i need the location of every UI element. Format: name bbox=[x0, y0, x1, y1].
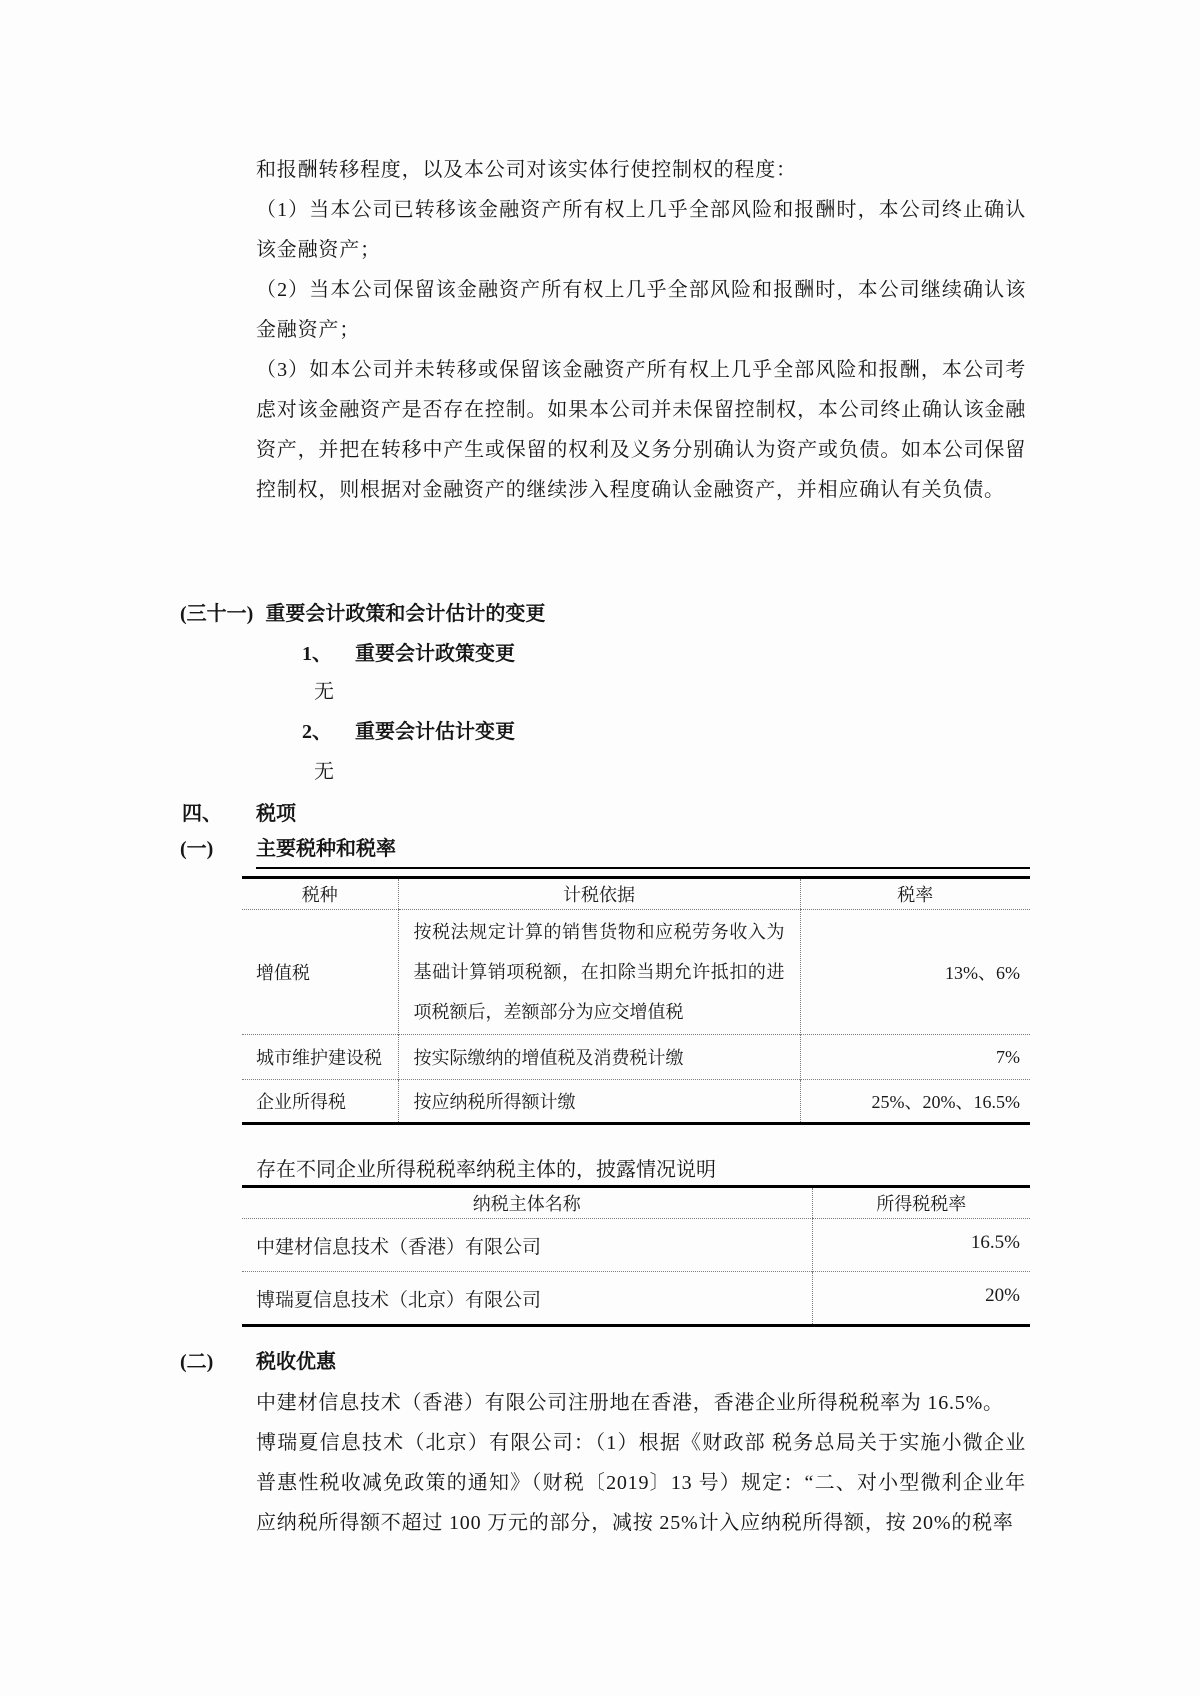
cell-tax-basis: 按应纳税所得额计缴 bbox=[398, 1080, 800, 1124]
item-title: 重要会计估计变更 bbox=[355, 721, 515, 743]
policy-change-content: 无 bbox=[314, 681, 334, 703]
table-row bbox=[242, 1035, 1030, 1080]
sub-section-1-number: (一) bbox=[180, 838, 214, 860]
table-row bbox=[242, 1272, 1030, 1326]
estimate-change-content: 无 bbox=[314, 761, 334, 783]
body-paragraph: （2）当本公司保留该金融资产所有权上几乎全部风险和报酬时，本公司继续确认该金融资产； bbox=[256, 279, 1026, 341]
cell-tax-type: 增值税 bbox=[256, 963, 310, 983]
sub-section-1-title: 主要税种和税率 bbox=[256, 836, 1030, 869]
taxpayer-table bbox=[242, 1185, 1030, 1327]
cell-income-tax-rate: 20% bbox=[812, 1272, 1030, 1326]
sub-section-1-heading bbox=[180, 836, 1030, 869]
section-4-heading bbox=[182, 794, 296, 834]
cell-tax-basis: 按税法规定计算的销售货物和应税劳务收入为基础计算销项税额，在扣除当期允许抵扣的进项税额后，差额部分为应交增值税 bbox=[398, 910, 800, 1035]
tax-rate-table bbox=[242, 876, 1030, 1125]
table-row bbox=[242, 910, 1030, 1035]
header-taxpayer-name: 纳税主体名称 bbox=[242, 1187, 812, 1219]
header-tax-basis: 计税依据 bbox=[398, 878, 800, 910]
section-31-heading bbox=[180, 594, 545, 634]
tax-incentive-paragraphs bbox=[256, 1383, 1026, 1543]
different-rate-note: 存在不同企业所得税税率纳税主体的，披露情况说明 bbox=[256, 1159, 716, 1181]
table-header-row bbox=[242, 878, 1030, 910]
cell-tax-rate: 13%、6% bbox=[800, 910, 1030, 1035]
cell-tax-rate: 25%、20%、16.5% bbox=[800, 1080, 1030, 1124]
policy-change-item bbox=[302, 634, 515, 674]
cell-taxpayer-name: 博瑞夏信息技术（北京）有限公司 bbox=[242, 1272, 812, 1326]
body-paragraph: 和报酬转移程度，以及本公司对该实体行使控制权的程度： bbox=[256, 159, 797, 181]
section-31-number: (三十一) bbox=[180, 603, 254, 625]
header-tax-type: 税种 bbox=[242, 878, 398, 910]
cell-income-tax-rate: 16.5% bbox=[812, 1219, 1030, 1272]
cell-tax-rate: 7% bbox=[800, 1035, 1030, 1080]
item-number: 1、 bbox=[302, 643, 332, 665]
section-31-title: 重要会计政策和会计估计的变更 bbox=[265, 603, 546, 625]
body-paragraph: 博瑞夏信息技术（北京）有限公司：（1）根据《财政部 税务总局关于实施小微企业普惠性税收减免政策的通知》（财税〔2019〕13 号）规定：“二、对小型微利企业年应纳税所得额不超过 100 万元的部分，减按 25%计入应纳税所得额，按 20%的税率 bbox=[256, 1432, 1026, 1534]
header-tax-rate: 税率 bbox=[800, 878, 1030, 910]
body-paragraph: 中建材信息技术（香港）有限公司注册地在香港，香港企业所得税税率为 16.5%。 bbox=[256, 1392, 1004, 1414]
section-4-title: 税项 bbox=[256, 803, 296, 825]
cell-taxpayer-name: 中建材信息技术（香港）有限公司 bbox=[256, 1236, 542, 1258]
table-row bbox=[242, 1080, 1030, 1124]
item-title: 重要会计政策变更 bbox=[355, 643, 515, 665]
body-paragraph: （3）如本公司并未转移或保留该金融资产所有权上几乎全部风险和报酬，本公司考虑对该金融资产是否存在控制。如果本公司并未保留控制权，本公司终止确认该金融资产，并把在转移中产生或保留的权利及义务分别确认为资产或负债。如本公司保留控制权，则根据对金融资产的继续涉入程度确认金融资产，并相应确认有关负债。 bbox=[256, 359, 1026, 501]
estimate-change-item bbox=[302, 712, 515, 752]
cell-tax-type: 企业所得税 bbox=[242, 1080, 398, 1124]
item-number: 2、 bbox=[302, 721, 332, 743]
table-header-row bbox=[242, 1187, 1030, 1219]
sub-section-2-title: 税收优惠 bbox=[256, 1351, 336, 1373]
table-row bbox=[242, 1219, 1030, 1272]
sub-section-2-heading bbox=[180, 1342, 336, 1382]
cell-tax-basis: 按实际缴纳的增值税及消费税计缴 bbox=[398, 1035, 800, 1080]
body-paragraph: （1）当本公司已转移该金融资产所有权上几乎全部风险和报酬时，本公司终止确认该金融资产； bbox=[256, 199, 1026, 261]
header-income-tax-rate: 所得税税率 bbox=[812, 1187, 1030, 1219]
section-4-number: 四、 bbox=[182, 803, 222, 825]
financial-asset-transfer-paragraphs bbox=[256, 150, 1026, 510]
sub-section-2-number: (二) bbox=[180, 1351, 214, 1373]
cell-tax-type: 城市维护建设税 bbox=[242, 1035, 398, 1080]
